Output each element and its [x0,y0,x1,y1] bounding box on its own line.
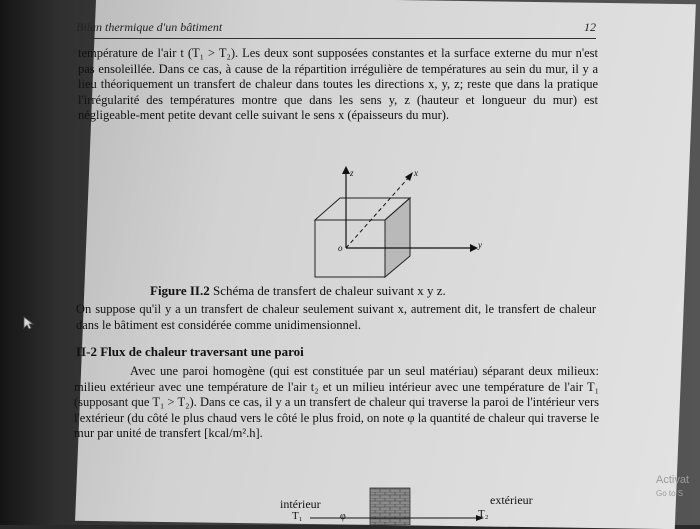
page-number: 12 [584,20,596,34]
wall-section [370,488,410,525]
paragraph-wall-temperature: température de l'air t (T₁ > T₂). Les deux sont supposées constantes et la surface externe du mur n'est pas ensoleillée. Dans ce cas, à cause de la répartition irrégulière de températures au sein du mur, il y a lieu théoriquement un transfert de chaleur dans toutes les directions x, y, z; reste que dans la pratique l'irrégularité des températures montre que dans les sens y, z (hauteur et longueur du mur) est négligeable-ment petite devant celle suivant le sens x (épaisseurs du mur). [78,46,598,122]
page-header [76,20,596,39]
mouse-cursor-icon [23,316,35,330]
section-heading: II-2 Flux de chaleur traversant une paroi [76,344,304,359]
origin-label: o [338,243,343,253]
header-title: Bilan thermique d'un bâtiment [76,20,223,34]
exterior-label: extérieur [490,493,533,507]
watermark-line1: Activat [656,474,690,486]
axis-z-label: z [350,168,354,178]
activation-watermark [656,474,689,500]
figure-caption-label: Figure II.2 [150,283,210,298]
paragraph-homogeneous-wall: Avec une paroi homogène (qui est constituée par un seul matériau) séparant deux milieux: milieu extérieur avec une température de l'air t₂ et un milieu intérieur avec une température de l'air T₁ (supposant que T₁ > T₂). Dans ce cas, il y a un transfert de chaleur qui traverse la paroi de l'intérieur vers l'extérieur (du côté le plus chaud vers le côté le plus froid, on note φ la quantité de chaleur qui traverse le mur par unité de transfert [kcal/m².h]. [74,364,599,440]
z-arrow-head [342,166,350,174]
y-arrow-head [470,244,478,252]
figure-caption [150,283,446,299]
paragraph-unidimensional: On suppose qu'il y a un transfert de chaleur seulement suivant x, autrement dit, le transfert de chaleur dans le bâtiment est considérée comme unidimensionnel. [76,302,596,332]
interior-label: intérieur [280,497,321,511]
axis-y-label: y [478,240,482,250]
t1-label: T₁ [292,510,303,522]
phi-label: φ [340,511,346,522]
axes-cube-diagram [200,162,500,282]
axis-x-label: x [414,168,418,178]
figure-caption-text: Schéma de transfert de chaleur suivant x y z. [209,283,446,298]
t2-label: T₂ [478,508,489,520]
cube-side-face [385,198,410,277]
watermark-line2: Go to S [656,489,684,498]
